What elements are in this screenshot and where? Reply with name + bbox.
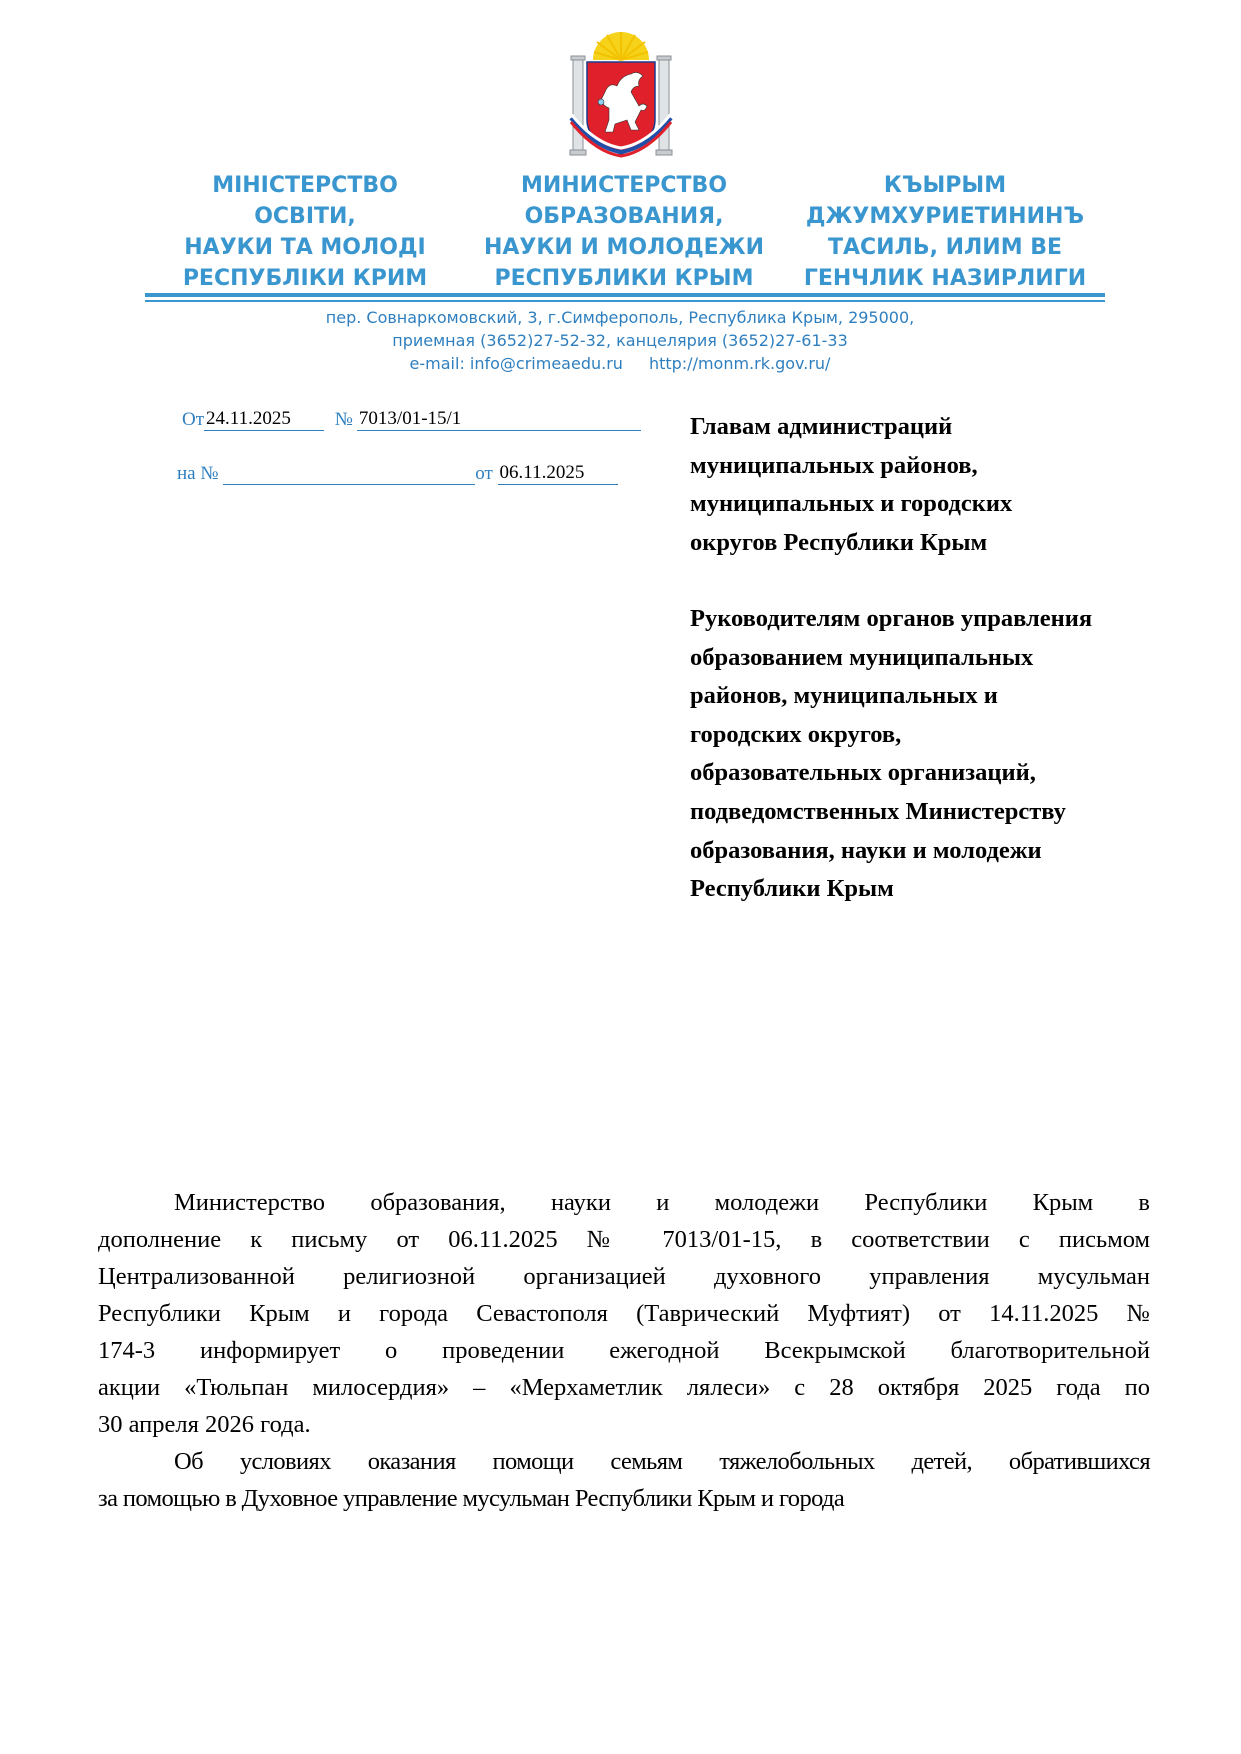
outgoing-number-field bbox=[357, 408, 641, 431]
outgoing-date-field bbox=[204, 408, 324, 431]
body-line: Об условиях оказания помощи семьям тяжелобольных детей, обратившихся bbox=[174, 1448, 1150, 1475]
number-label: № bbox=[334, 409, 353, 430]
reply-date-label: от bbox=[475, 463, 493, 484]
header-line: ГЕНЧЛИК НАЗИРЛИГИ bbox=[803, 266, 1087, 291]
sun-rays-icon bbox=[593, 32, 649, 60]
body-line: 174-3 информирует о проведении ежегодной Всекрымской благотворительной bbox=[98, 1337, 1150, 1364]
header-line: ТАСИЛЬ, ИЛИМ ВЕ bbox=[827, 235, 1063, 260]
ministry-name-ukrainian bbox=[150, 170, 460, 294]
phones-line: приемная (3652)27-52-32, канцелярия (3652)27-61-33 bbox=[392, 331, 848, 350]
header-line: ОСВІТИ, bbox=[254, 204, 356, 229]
header-line: КЪЫРЫМ bbox=[883, 173, 1007, 198]
body-line: дополнение к письму от 06.11.2025 № 7013/01-15, в соответствии с письмом bbox=[98, 1226, 1150, 1253]
addressee-line: муниципальных районов, bbox=[690, 451, 978, 479]
address-line: пер. Совнаркомовский, 3, г.Симферополь, Республика Крым, 295000, bbox=[325, 308, 915, 327]
header-line: МИНИСТЕРСТВО bbox=[520, 173, 728, 198]
from-label: От bbox=[182, 409, 205, 430]
body-line: Министерство образования, науки и молодежи Республики Крым в bbox=[174, 1189, 1150, 1216]
contact-block bbox=[250, 306, 990, 375]
header-divider-thin bbox=[145, 300, 1105, 302]
reply-number-label: на № bbox=[177, 463, 219, 484]
addressee-line: подведомственных Министерству bbox=[690, 797, 1066, 825]
header-line: МІНІСТЕРСТВО bbox=[212, 173, 398, 198]
body-line: 30 апреля 2026 года. bbox=[98, 1411, 311, 1438]
outgoing-registration bbox=[182, 408, 641, 431]
reply-number-field bbox=[223, 462, 475, 485]
email-link[interactable]: e-mail: info@crimeaedu.ru bbox=[409, 354, 623, 373]
column-right-icon bbox=[656, 56, 672, 155]
body-paragraph-1 bbox=[98, 1184, 1150, 1443]
header-line: ОБРАЗОВАНИЯ, bbox=[524, 204, 724, 229]
header-divider-thick bbox=[145, 293, 1105, 297]
website-link[interactable]: http://monm.rk.gov.ru/ bbox=[648, 354, 831, 373]
addressee-line: Республики Крым bbox=[690, 875, 894, 903]
column-left-icon bbox=[570, 56, 586, 155]
addressee-line: образованием муниципальных bbox=[690, 643, 1034, 671]
addressee-line: городских округов, bbox=[690, 720, 902, 748]
body-line: акции «Тюльпан милосердия» – «Мерхаметлик лялеси» с 28 октября 2025 года по bbox=[98, 1374, 1150, 1401]
body-line: Республики Крым и города Севастополя (Таврический Муфтият) от 14.11.2025 № bbox=[98, 1300, 1150, 1327]
addressee-line: районов, муниципальных и bbox=[690, 682, 998, 710]
email-web-line bbox=[250, 352, 990, 375]
body-line: за помощью в Духовное управление мусульман Республики Крым и города bbox=[98, 1485, 845, 1512]
header-line: РЕСПУБЛІКИ КРИМ bbox=[182, 266, 428, 291]
body-paragraph-2 bbox=[98, 1443, 1150, 1517]
addressee-line: образовательных организаций, bbox=[690, 759, 1036, 787]
reply-date: 06.11.2025 bbox=[499, 462, 585, 483]
addressee-block-managers bbox=[690, 600, 1180, 909]
addressee-line: Руководителям органов управления bbox=[690, 605, 1093, 632]
addressee-line: Главам администраций bbox=[690, 413, 953, 440]
header-line: НАУКИ ТА МОЛОДІ bbox=[184, 235, 426, 260]
addressee-line: образования, науки и молодежи bbox=[690, 836, 1042, 864]
reply-registration bbox=[177, 462, 618, 485]
header-line: НАУКИ И МОЛОДЕЖИ bbox=[483, 235, 765, 260]
ministry-name-crimean-tatar bbox=[790, 170, 1100, 294]
ministry-name-russian bbox=[469, 170, 779, 294]
addressee-line: муниципальных и городских bbox=[690, 490, 1013, 518]
crimea-coat-of-arms-emblem bbox=[565, 30, 677, 160]
header-line: РЕСПУБЛИКИ КРЫМ bbox=[494, 266, 754, 291]
reply-date-field bbox=[498, 462, 618, 485]
outgoing-number: 7013/01-15/1 bbox=[358, 408, 462, 429]
addressee-line: округов Республики Крым bbox=[690, 528, 988, 556]
header-line: ДЖУМХУРИЕТИНИНЪ bbox=[805, 204, 1085, 229]
addressee-block-heads bbox=[690, 408, 1180, 562]
body-line: Централизованной религиозной организацией духовного управления мусульман bbox=[98, 1263, 1150, 1290]
outgoing-date: 24.11.2025 bbox=[206, 408, 291, 429]
